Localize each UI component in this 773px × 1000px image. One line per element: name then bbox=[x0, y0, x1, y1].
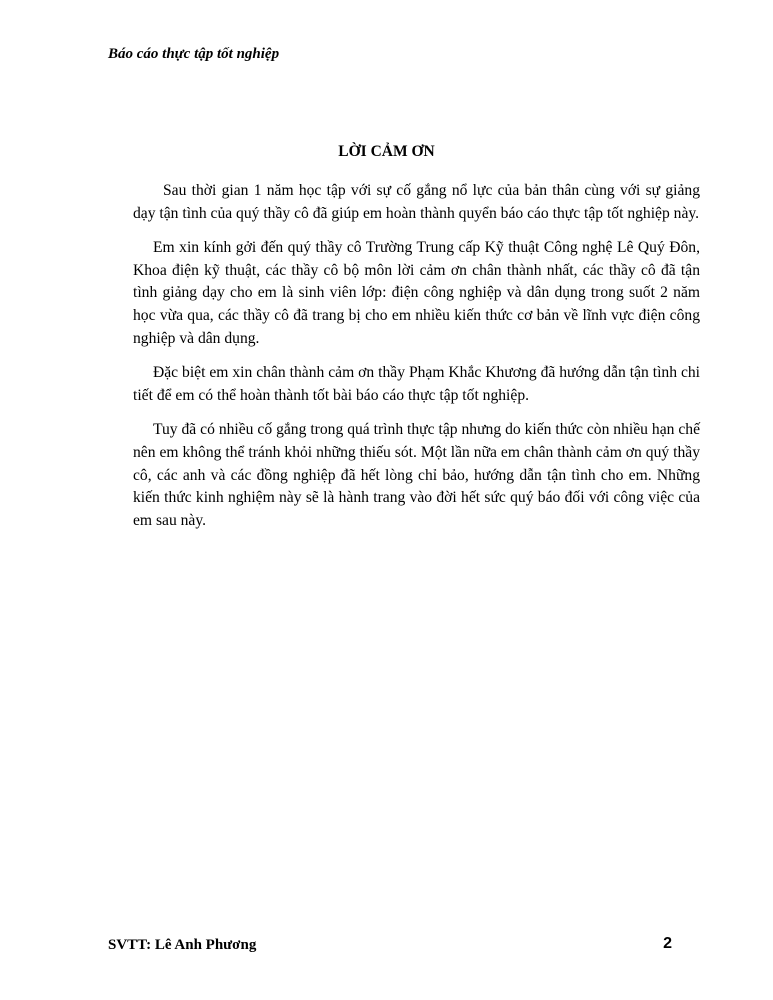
footer-author: SVTT: Lê Anh Phương bbox=[108, 937, 257, 953]
paragraph-thanks-advisor: Đặc biệt em xin chân thành cảm ơn thầy Phạm Khắc Khương đã hướng dẫn tận tình chi tiết để em có thể hoàn thành tốt bài báo cáo thực tập tốt nghiệp. bbox=[133, 364, 700, 404]
paragraph-intro: Sau thời gian 1 năm học tập với sự cố gắng nổ lực của bản thân cùng với sự giảng dạy tận tình của quý thầy cô đã giúp em hoàn thành quyển báo cáo thực tập tốt nghiệp này. bbox=[133, 182, 700, 222]
document-body bbox=[133, 180, 700, 544]
paragraph-thanks-school: Em xin kính gởi đến quý thầy cô Trường Trung cấp Kỹ thuật Công nghệ Lê Quý Đôn, Khoa điện kỹ thuật, các thầy cô bộ môn lời cảm ơn chân thành nhất, các thầy cô đã tận tình giảng dạy cho em là sinh viên lớp: điện công nghiệp và dân dụng trong suốt 2 năm học vừa qua, các thầy cô đã trang bị cho em nhiều kiến thức cơ bản về lĩnh vực điện công nghiệp và dân dụng. bbox=[133, 239, 700, 347]
paragraph-closing: Tuy đã có nhiều cố gắng trong quá trình thực tập nhưng do kiến thức còn nhiều hạn chế nên em không thể tránh khỏi những thiếu sót. Một lần nữa em chân thành cảm ơn quý thầy cô, các anh và các đồng nghiệp đã hết lòng chỉ bảo, hướng dẫn tận tình cho em. Những kiến thức kinh nghiệm này sẽ là hành trang vào đời hết sức quý báo đối với công việc của em sau này. bbox=[133, 421, 700, 529]
page-number: 2 bbox=[663, 935, 672, 952]
page-title: LỜI CẢM ƠN bbox=[338, 143, 435, 160]
running-header: Báo cáo thực tập tốt nghiệp bbox=[108, 46, 280, 62]
